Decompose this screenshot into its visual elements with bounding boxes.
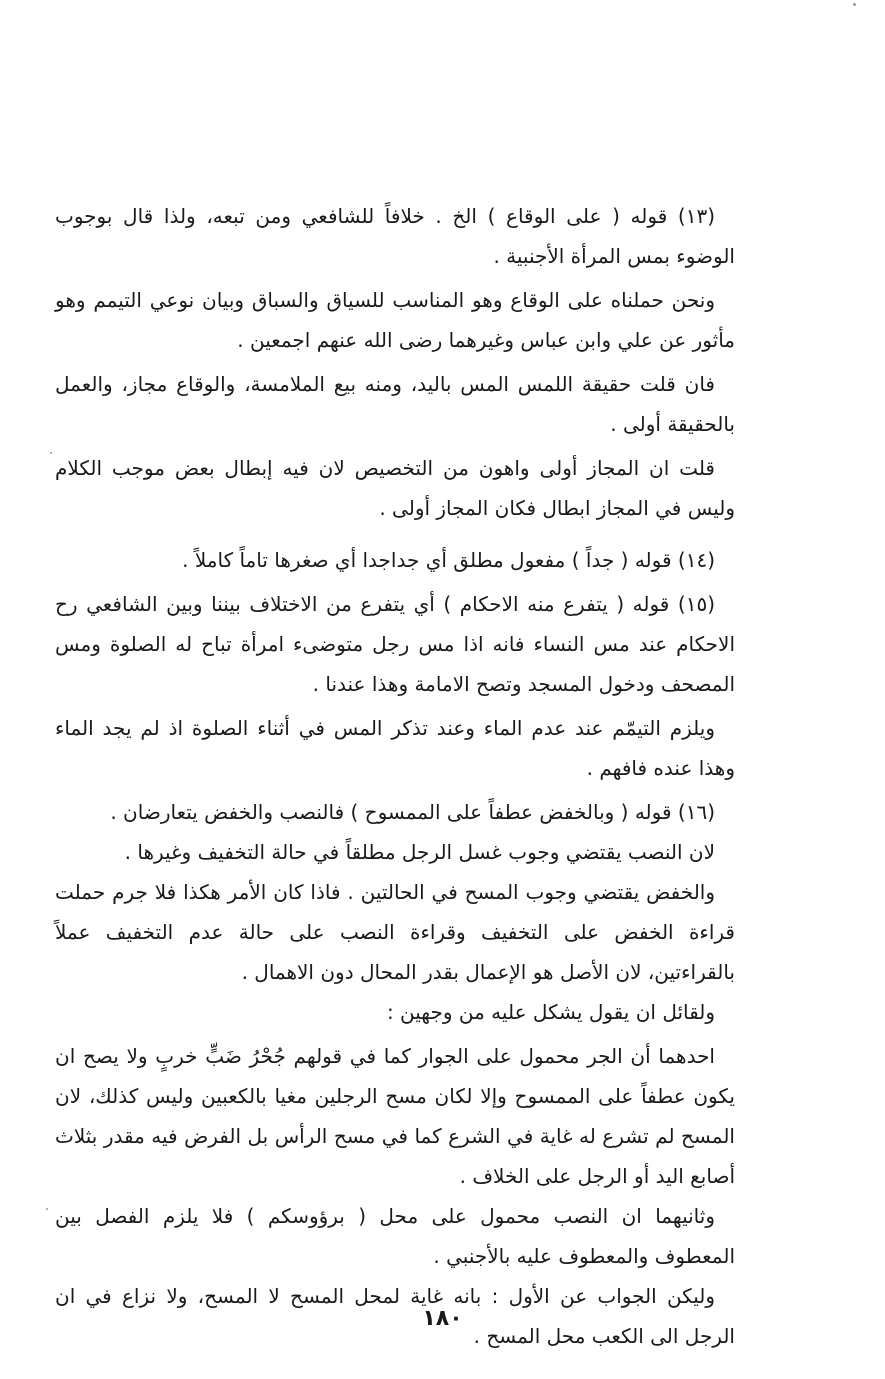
paragraph: لان النصب يقتضي وجوب غسل الرجل مطلقاً في حالة التخفيف وغيرها .	[124, 840, 715, 864]
page-number: ١٨٠	[422, 1306, 463, 1331]
paragraph: احدهما أن الجر محمول على الجوار كما في قولهم جُحْرُ ضَبٍّ خربٍ ولا يصح ان يكون عطفاً على الممسوح وإلا لكان مسح الرجلين مغيا بالكعبين وليس كذلك، لان المسح لم تشرع له غاية في الشرع كما في مسح الرأس بل الفرض فيه مقدر بثلاث أصابع اليد أو الرجل على الخلاف .	[55, 1044, 735, 1188]
margin-mark	[50, 452, 52, 454]
paragraph-note-14: (١٤) قوله ( جداً ) مفعول مطلق أي جداجدا أي صغرها تاماً كاملاً .	[182, 548, 715, 572]
paragraph: ونحن حملناه على الوقاع وهو المناسب للسياق والسباق وبيان نوعي التيمم وهو مأثور عن علي وابن عباس وغيرهما رضى الله عنهم اجمعين .	[55, 288, 735, 352]
paragraph: وثانيهما ان النصب محمول على محل ( برؤوسكم ) فلا يلزم الفصل بين المعطوف والمعطوف عليه بالأجنبي .	[55, 1204, 735, 1268]
margin-mark	[46, 1208, 48, 1210]
body-text	[55, 196, 735, 1356]
paragraph: ويلزم التيمّم عند عدم الماء وعند تذكر المس في أثناء الصلوة اذ لم يجد الماء وهذا عنده فافهم .	[55, 716, 735, 780]
margin-mark	[853, 3, 856, 6]
paragraph-note-13: (١٣) قوله ( على الوقاع ) الخ . خلافاً للشافعي ومن تبعه، ولذا قال بوجوب الوضوء بمس المرأة الأجنبية .	[55, 204, 735, 268]
paragraph: قلت ان المجاز أولى واهون من التخصيص لان فيه إبطال بعض موجب الكلام وليس في المجاز ابطال فكان المجاز أولى .	[55, 456, 735, 520]
paragraph: وليكن الجواب عن الأول : بانه غاية لمحل المسح لا المسح، ولا نزاع في ان الرجل الى الكعب محل المسح .	[55, 1284, 735, 1348]
paragraph: فان قلت حقيقة اللمس المس باليد، ومنه بيع الملامسة، والوقاع مجاز، والعمل بالحقيقة أولى .	[55, 372, 735, 436]
paragraph-note-16: (١٦) قوله ( وبالخفض عطفاً على الممسوح ) فالنصب والخفض يتعارضان .	[110, 800, 715, 824]
paragraph-note-15: (١٥) قوله ( يتفرع منه الاحكام ) أي يتفرع من الاختلاف بيننا وبين الشافعي رح الاحكام عند مس النساء فانه اذا مس رجل متوضىء امرأة تباح له الصلوة ومس المصحف ودخول المسجد وتصح الامامة وهذا عندنا .	[55, 592, 735, 696]
paragraph: والخفض يقتضي وجوب المسح في الحالتين . فاذا كان الأمر هكذا فلا جرم حملت قراءة الخفض على التخفيف وقراءة النصب على حالة عدم التخفيف عملاً بالقراءتين، لان الأصل هو الإعمال بقدر المحال دون الاهمال .	[55, 880, 735, 984]
paragraph: ولقائل ان يقول يشكل عليه من وجهين :	[386, 1000, 715, 1024]
